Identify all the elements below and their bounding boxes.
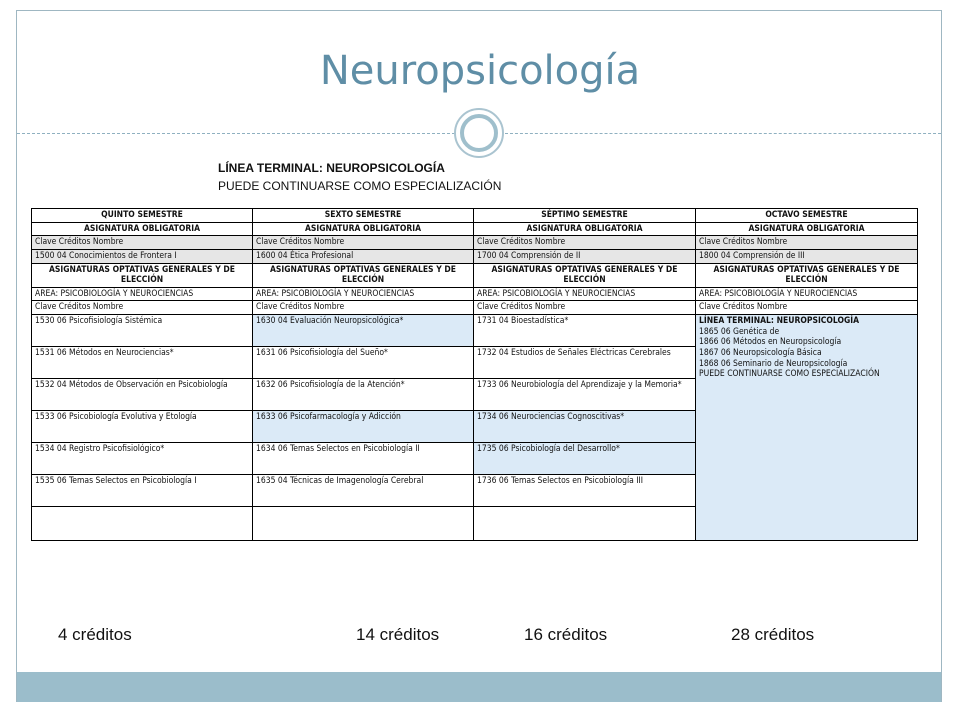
obligatoria-label-row [32,222,918,236]
empty-cell [32,507,253,541]
semester-header: SEXTO SEMESTRE [253,209,474,223]
optativa-course: 1631 06 Psicofisiología del Sueño* [253,347,474,379]
divider-left [17,133,455,134]
terminal-item: 1868 06 Seminario de Neuropsicología [699,358,848,369]
optativa-course: 1534 04 Registro Psicofisiológico* [32,443,253,475]
linea-note: PUEDE CONTINUARSE COMO ESPECIALIZACIÓN [218,179,502,193]
clave-header: Clave Créditos Nombre [696,301,918,315]
semester-header: QUINTO SEMESTRE [32,209,253,223]
footer-bar [17,672,941,702]
area-label: AREA: PSICOBIOLOGÍA Y NEUROCIENCIAS [32,287,253,301]
area-row [32,287,918,301]
terminal-item: 1867 06 Neuropsicología Básica [699,347,822,358]
clave-header: Clave Créditos Nombre [474,301,696,315]
empty-cell [253,507,474,541]
credits-sexto: 14 créditos [356,625,440,644]
obligatoria-course: 1700 04 Comprensión de II [474,249,696,263]
clave-header: Clave Créditos Nombre [32,301,253,315]
optativa-course: 1535 06 Temas Selectos en Psicobiología I [32,475,253,507]
optativa-course: 1732 04 Estudios de Señales Eléctricas Cerebrales [474,347,696,379]
optativa-course: 1630 04 Evaluación Neuropsicológica* [253,315,474,347]
credits-octavo: 28 créditos [731,625,815,644]
optativa-course: 1733 06 Neurobiología del Aprendizaje y la Memoria* [474,379,696,411]
optativa-course: 1731 04 Bioestadística* [474,315,696,347]
clave-header-row [32,301,918,315]
clave-header-row [32,236,918,250]
terminal-item: 1865 06 Genética de [699,326,780,337]
optativa-course: 1530 06 Psicofisiología Sistémica [32,315,253,347]
clave-header: Clave Créditos Nombre [253,301,474,315]
obligatoria-row [32,249,918,263]
curriculum-table [31,208,918,541]
obligatoria-label: ASIGNATURA OBLIGATORIA [32,222,253,236]
empty-cell [474,507,696,541]
optativas-label: ASIGNATURAS OPTATIVAS GENERALES Y DE ELECCIÓN [474,263,696,287]
optativas-label: ASIGNATURAS OPTATIVAS GENERALES Y DE ELECCIÓN [696,263,918,287]
terminal-item: PUEDE CONTINUARSE COMO ESPECIALIZACIÓN [699,369,880,380]
optativa-course: 1634 06 Temas Selectos en Psicobiología II [253,443,474,475]
linea-terminal-cell [696,315,918,541]
credits-septimo: 16 créditos [524,625,608,644]
optativa-course: 1533 06 Psicobiología Evolutiva y Etología [32,411,253,443]
page-title: Neuropsicología [319,48,641,94]
optativa-course: 1532 04 Métodos de Observación en Psicobiología [32,379,253,411]
optativa-course: 1632 06 Psicofisiología de la Atención* [253,379,474,411]
optativa-course: 1633 06 Psicofarmacología y Adicción [253,411,474,443]
semester-header: SÉPTIMO SEMESTRE [474,209,696,223]
area-label: AREA: PSICOBIOLOGÍA Y NEUROCIENCIAS [474,287,696,301]
optativas-label: ASIGNATURAS OPTATIVAS GENERALES Y DE ELECCIÓN [253,263,474,287]
clave-header: Clave Créditos Nombre [253,236,474,250]
obligatoria-label: ASIGNATURA OBLIGATORIA [696,222,918,236]
credits-quinto: 4 créditos [58,625,132,644]
obligatoria-course: 1800 04 Comprensión de III [696,249,918,263]
optativa-course: 1635 04 Técnicas de Imagenología Cerebral [253,475,474,507]
area-label: AREA: PSICOBIOLOGÍA Y NEUROCIENCIAS [696,287,918,301]
optativa-course: 1735 06 Psicobiología del Desarrollo* [474,443,696,475]
obligatoria-course: 1500 04 Conocimientos de Frontera I [32,249,253,263]
obligatoria-label: ASIGNATURA OBLIGATORIA [253,222,474,236]
clave-header: Clave Créditos Nombre [696,236,918,250]
ring-ornament-inner [460,114,498,152]
linea-heading: LÍNEA TERMINAL: NEUROPSICOLOGÍA [218,161,445,175]
obligatoria-course: 1600 04 Ética Profesional [253,249,474,263]
clave-header: Clave Créditos Nombre [474,236,696,250]
semester-header: OCTAVO SEMESTRE [696,209,918,223]
terminal-item: 1866 06 Métodos en Neuropsicología [699,337,842,348]
optativa-course: 1736 06 Temas Selectos en Psicobiología III [474,475,696,507]
optativas-label-row [32,263,918,287]
clave-header: Clave Créditos Nombre [32,236,253,250]
area-label: AREA: PSICOBIOLOGÍA Y NEUROCIENCIAS [253,287,474,301]
semester-header-row [32,209,918,223]
optativa-course: 1734 06 Neurociencias Cognoscitivas* [474,411,696,443]
terminal-heading: LÍNEA TERMINAL: NEUROPSICOLOGÍA [699,316,860,326]
divider-right [505,133,941,134]
optativa-row [32,315,918,347]
optativas-label: ASIGNATURAS OPTATIVAS GENERALES Y DE ELECCIÓN [32,263,253,287]
optativa-course: 1531 06 Métodos en Neurociencias* [32,347,253,379]
obligatoria-label: ASIGNATURA OBLIGATORIA [474,222,696,236]
